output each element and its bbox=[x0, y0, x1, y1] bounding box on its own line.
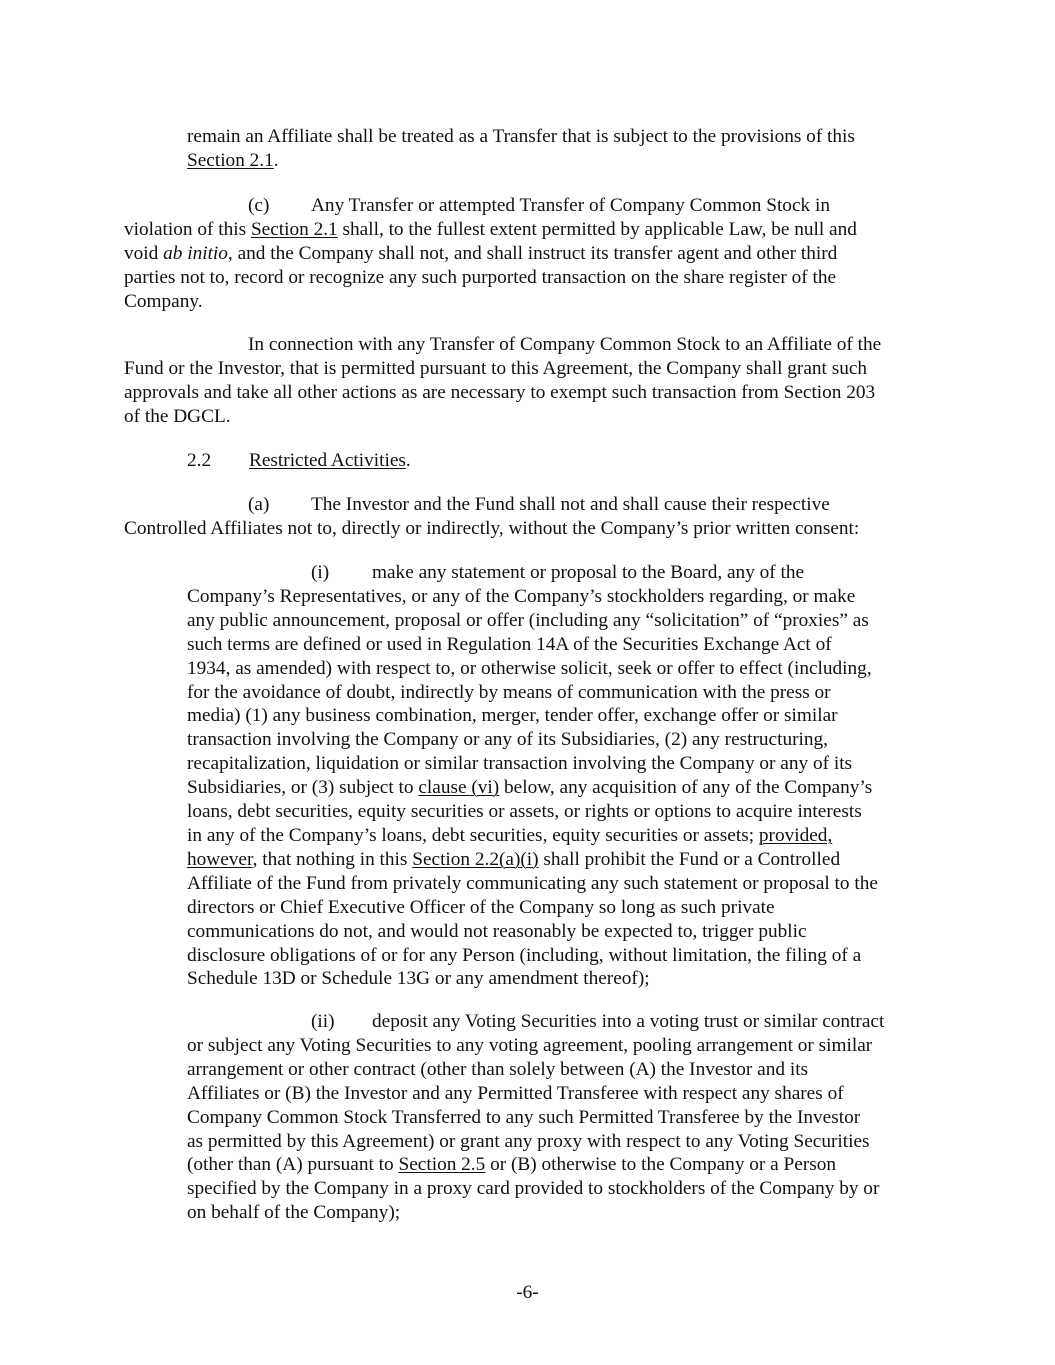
text-line: Affiliate of the Fund from privately communicating any such statement or proposal to the bbox=[187, 872, 878, 894]
text-line: void ab initio, and the Company shall not, and shall instruct its transfer agent and other third bbox=[124, 242, 838, 264]
text-line: Company’s Representatives, or any of the Company’s stockholders regarding, or make bbox=[187, 585, 856, 607]
text-line: 1934, as amended) with respect to, or otherwise solicit, seek or offer to effect (including, bbox=[187, 657, 872, 679]
text-line: of the DGCL. bbox=[124, 405, 231, 427]
section-title: Restricted Activities bbox=[249, 450, 406, 471]
clause-reference-link[interactable]: clause (vi) bbox=[418, 777, 500, 799]
text-line: remain an Affiliate shall be treated as a Transfer that is subject to the provisions of this bbox=[187, 126, 855, 147]
paragraph-c bbox=[124, 194, 934, 314]
text-line: on behalf of the Company); bbox=[187, 1202, 401, 1224]
text-line: (i) make any statement or proposal to the Board, any of the bbox=[311, 562, 805, 583]
paragraph-continuation bbox=[187, 125, 934, 173]
section-number: 2.2 bbox=[187, 450, 212, 471]
text-line: disclosure obligations of or for any Person (including, without limitation, the filing of a bbox=[187, 944, 862, 966]
text-line: communications do not, and would not reasonably be expected to, trigger public bbox=[187, 920, 807, 942]
text-line: (ii) deposit any Voting Securities into a voting trust or similar contract bbox=[311, 1011, 885, 1032]
clause-label: (c) bbox=[248, 195, 270, 216]
clause-label: (i) bbox=[311, 562, 330, 583]
section-heading: 2.2 Restricted Activities. bbox=[187, 450, 411, 471]
text-line: however, that nothing in this Section 2.2(a)(i) shall prohibit the Fund or a Controlled bbox=[187, 848, 841, 870]
section-reference-link[interactable]: Section 2.2(a)(i) bbox=[412, 848, 539, 870]
latin-term: ab initio bbox=[163, 242, 228, 264]
text-line: in any of the Company’s loans, debt securities, equity securities or assets; provided, bbox=[187, 824, 833, 846]
paragraph-ii bbox=[187, 1010, 934, 1225]
paragraph-i bbox=[187, 561, 934, 991]
text-line: In connection with any Transfer of Company Common Stock to an Affiliate of the bbox=[248, 334, 882, 355]
section-reference-link[interactable]: Section 2.1 bbox=[187, 149, 274, 171]
text-line: Fund or the Investor, that is permitted pursuant to this Agreement, the Company shall grant such bbox=[124, 357, 868, 379]
text-line: transaction involving the Company or any of its Subsidiaries, (2) any restructuring, bbox=[187, 729, 828, 751]
text-line: Affiliates or (B) the Investor and any Permitted Transferee with respect any shares of bbox=[187, 1082, 844, 1104]
text-line: (a) The Investor and the Fund shall not and shall cause their respective bbox=[248, 494, 830, 515]
clause-label: (a) bbox=[248, 494, 270, 515]
text-line: parties not to, record or recognize any such purported transaction on the share register of the bbox=[124, 266, 837, 288]
page-number: -6- bbox=[516, 1282, 539, 1303]
text-line: approvals and take all other actions as are necessary to exempt such transaction from Section 203 bbox=[124, 381, 876, 403]
text-line: specified by the Company in a proxy card provided to stockholders of the Company by or bbox=[187, 1178, 880, 1200]
section-reference-link[interactable]: Section 2.5 bbox=[398, 1154, 486, 1176]
paragraph-a bbox=[124, 493, 934, 541]
text-line: arrangement or other contract (other than solely between (A) the Investor and its bbox=[187, 1058, 809, 1080]
text-line: media) (1) any business combination, merger, tender offer, exchange offer or similar bbox=[187, 705, 838, 727]
clause-label: (ii) bbox=[311, 1011, 335, 1032]
text-line: Company Common Stock Transferred to any such Permitted Transferee by the Investor bbox=[187, 1106, 861, 1128]
text-line: Subsidiaries, or (3) subject to clause (vi) below, any acquisition of any of the Company’s bbox=[187, 777, 873, 799]
paragraph-dgcl bbox=[124, 333, 934, 429]
text-line: loans, debt securities, equity securities or assets, or rights or options to acquire interests bbox=[187, 801, 862, 823]
text-line: Section 2.1. bbox=[187, 149, 279, 171]
provided-term: provided, bbox=[758, 824, 833, 846]
text-line: or subject any Voting Securities to any voting agreement, pooling arrangement or similar bbox=[187, 1034, 873, 1056]
text-line: any public announcement, proposal or offer (including any “solicitation” of “proxies” as bbox=[187, 609, 869, 631]
however-term: however bbox=[187, 848, 253, 870]
text-line: Schedule 13D or Schedule 13G or any amendment thereof); bbox=[187, 968, 650, 990]
text-line: (c) Any Transfer or attempted Transfer of Company Common Stock in bbox=[248, 195, 830, 216]
section-reference-link[interactable]: Section 2.1 bbox=[250, 218, 338, 240]
text-line: violation of this Section 2.1 shall, to the fullest extent permitted by applicable Law, be null and bbox=[124, 218, 857, 240]
text-line: such terms are defined or used in Regulation 14A of the Securities Exchange Act of bbox=[187, 633, 832, 655]
text-line: as permitted by this Agreement) or grant any proxy with respect to any Voting Securities bbox=[187, 1130, 870, 1152]
text-line: recapitalization, liquidation or similar transaction involving the Company or any of its bbox=[187, 753, 853, 775]
text-line: directors or Chief Executive Officer of the Company so long as such private bbox=[187, 896, 775, 918]
text-line: (other than (A) pursuant to Section 2.5 or (B) otherwise to the Company or a Person bbox=[187, 1154, 837, 1176]
text-line: Controlled Affiliates not to, directly or indirectly, without the Company’s prior written consent: bbox=[124, 517, 860, 539]
text-line: for the avoidance of doubt, indirectly by means of communication with the press or bbox=[187, 681, 831, 703]
text-line: Company. bbox=[124, 290, 203, 312]
